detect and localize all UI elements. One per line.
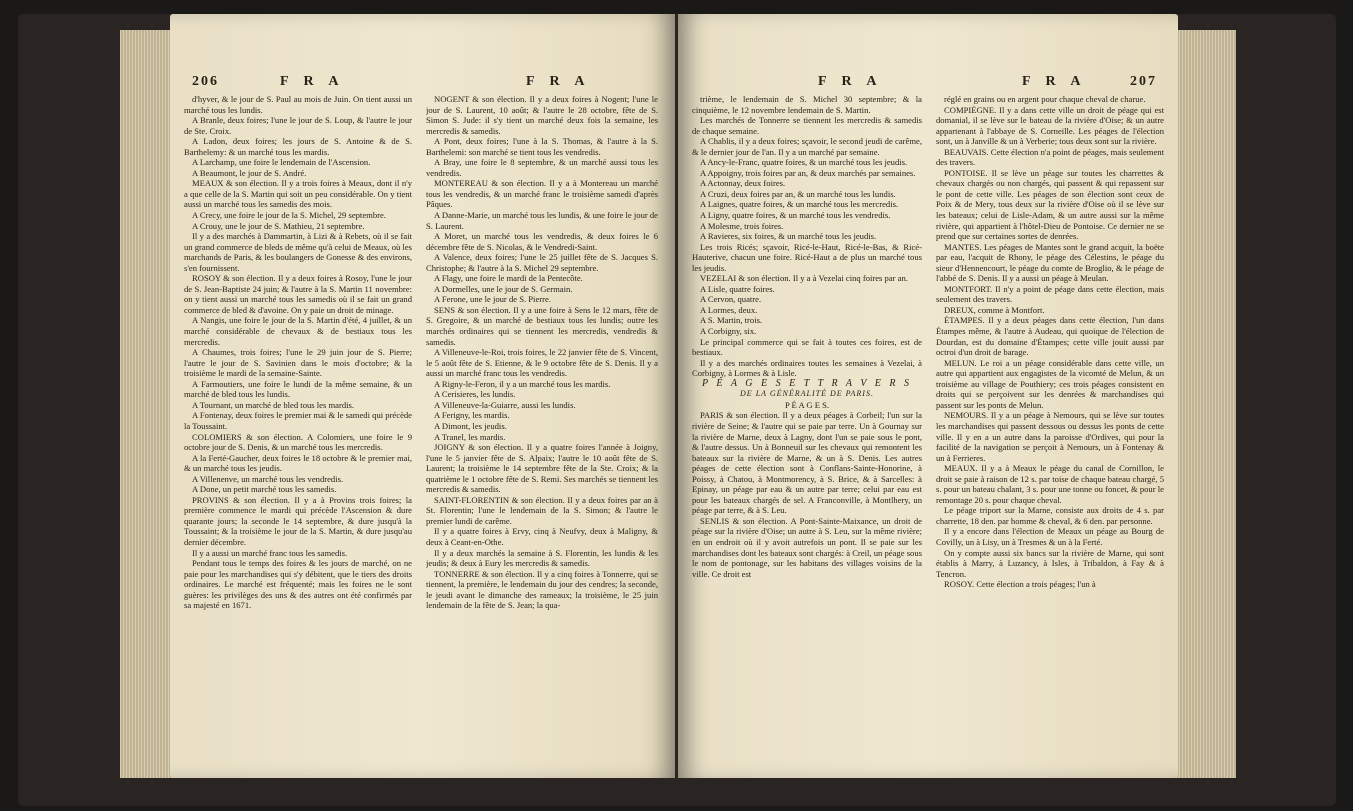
paragraph: réglé en grains ou en argent pour chaque cheval de charue. xyxy=(944,94,1146,104)
paragraph: trième, le lendemain de S. Michel 30 septembre; & la cinquième, le 12 novembre lendemain de S. Martin. xyxy=(692,94,922,115)
right-page-header xyxy=(678,74,1178,94)
paragraph: COMPIÈGNE. Il y a dans cette ville un droit de péage qui est domanial, il se lève sur le bateau de la rivière d'Oise; & un autre appartenant à l'abbaye de S. Corneille. Les péages de l'élection sont, un à Janville & un à Verberie; tous deux sont sur la rivière. xyxy=(936,104,1164,147)
paragraph: Pendant tous le temps des foires & les jours de marché, on ne paie pour les marchandises qui s'y débitent, que le tiers des droits ordinaires. Le marché est fréquenté; mais les foires ne le sont guères: les privilèges des uns & des autres ont été confirmés par sa majesté en 1671. xyxy=(184,558,412,611)
left-page-header xyxy=(170,74,675,94)
paragraph: SENS & son élection. Il y a une foire à Sens le 12 mars, fête de S. Gregoire, & un marché de bestiaux tous les lundis; outre les marchés ordinaires qui se tiennent les mercredis, vendredis & samedis. xyxy=(426,304,658,347)
paragraph: NOGENT & son élection. Il y a deux foires à Nogent; l'une le jour de S. Laurent, 10 août; & l'autre le 28 octobre, fête de S. Simon S. Jude: il s'y tient un marché deux fois la semaine, les mercredis & samedis. xyxy=(426,94,658,136)
paragraph: Il y a quatre foires à Ervy, cinq à Neufvy, deux à Maligny, & deux à Ceant-en-Othe. xyxy=(426,526,658,547)
section-heading: P É A G E S. xyxy=(784,399,830,410)
paragraph: A Moret, un marché tous les vendredis, & deux foires le 6 décembre fête de S. Nicolas, & le Vendredi-Saint. xyxy=(426,231,658,252)
running-head: F R A xyxy=(280,74,345,89)
paragraph: A Pont, deux foires; l'une à la S. Thomas, & l'autre à la S. Barthelemi: son marché se tient tous les vendredis. xyxy=(426,136,658,157)
paragraph: A Villeneuve-la-Guiarre, aussi les lundis. xyxy=(434,399,576,410)
paragraph: PROVINS & son élection. Il y a à Provins trois foires; la première commence le mardi qui précède l'Ascension & dure quarante jours; la seconde le 14 septembre, & dure jusqu'à la Toussaint; & la troisième le jour de la S. Martin, & dure jusqu'au dernier décembre. xyxy=(184,494,412,547)
right-page xyxy=(678,14,1178,778)
paragraph: A Ferone, une le jour de S. Pierre. xyxy=(434,294,551,305)
paragraph: A Larchamp, une foire le lendemain de l'Ascension. xyxy=(192,157,371,168)
paragraph: A Cerisieres, les lundis. xyxy=(434,389,516,400)
paragraph: Il y a deux marchés la semaine à S. Florentin, les lundis & les jeudis; & deux à Eury les mercredis & samedis. xyxy=(426,547,658,569)
paragraph: PONTOISE. Il se lève un péage sur toutes les charrettes & chevaux chargés ou non chargés, qui passent & qui repassent sur le pont de cette ville. Les péages de son élection sont ceux de Poix & de Mery, tous deux sur la rivière d'Oise où il se lève sur les bateaux; celui de Lisle-Adam, & un autre aussi sur la même rivière, qui appartient à l'hôtel-Dieu de Pontoise. Ce dernier ne se prend que sur certaines sortes de denrées. xyxy=(936,167,1164,242)
paragraph: A S. Martin, trois. xyxy=(700,315,763,326)
paragraph: A Beaumont, le jour de S. André. xyxy=(192,167,307,178)
paragraph: A Dormelles, une le jour de S. Germain. xyxy=(434,283,573,294)
paragraph: A la Ferté-Gaucher, deux foires le 18 octobre & le premier mai, & un marché tous les jeudis. xyxy=(184,452,412,474)
right-page-edges xyxy=(1176,30,1236,778)
paragraph: A Chaumes, trois foires; l'une le 29 juin jour de S. Pierre; l'autre le jour de S. Savinien dans le mois d'octobre; & la troisième le mardi de la semaine-Sainte. xyxy=(184,347,412,379)
paragraph: MEAUX & son élection. Il y a trois foires à Meaux, dont il n'y a que celle de la S. Martin qui soit un peu considérable. On y tient aussi un marché tous les samedis des mois. xyxy=(184,178,412,210)
paragraph: A Crecy, une foire le jour de la S. Michel, 29 septembre. xyxy=(192,210,386,221)
right-page-column-2 xyxy=(936,94,1164,750)
paragraph: MONTFORT. Il n'y a point de péage dans cette élection, mais seulement des travers. xyxy=(936,283,1164,305)
right-page-column-1 xyxy=(692,94,922,750)
paragraph: Les marchés de Tonnerre se tiennent les mercredis & samedis de chaque semaine. xyxy=(692,115,922,136)
paragraph: A Corbigny, six. xyxy=(700,326,757,337)
paragraph: A Danne-Marie, un marché tous les lundis, & une foire le jour de S. Laurent. xyxy=(426,210,658,231)
paragraph: SAINT-FLORENTIN & son élection. Il y a deux foires par an à St. Florentin; l'une le lendemain de la S. Simon; & l'autre le premier lundi de carême. xyxy=(426,494,658,526)
page-number: 207 xyxy=(1130,74,1157,89)
paragraph: d'hyver, & le jour de S. Paul au mois de Juin. On tient aussi un marché tous les lundis. xyxy=(184,94,412,115)
paragraph: A Lormes, deux. xyxy=(700,304,758,315)
paragraph: Les trois Ricés; sçavoir, Ricé-le-Haut, Ricé-le-Bas, & Ricé-Hauterive, chacun une foire. Ricé-Haut a de plus un marché tous les jeudis. xyxy=(692,241,922,273)
running-head: F R A xyxy=(818,74,883,89)
paragraph: ROSOY. Cette élection a trois péages; l'un à xyxy=(944,579,1096,590)
paragraph: A Ferigny, les mardis. xyxy=(434,410,510,421)
paragraph: A Lisle, quatre foires. xyxy=(700,283,775,294)
paragraph: A Valence, deux foires; l'une le 25 juillet fête de S. Jacques S. Christophe; & l'autre à la S. Michel 29 septembre. xyxy=(426,252,658,273)
paragraph: A Tranel, les mardis. xyxy=(434,431,506,442)
paragraph: SENLIS & son élection. A Pont-Sainte-Maixance, un droit de péage sur la rivière d'Oise; un autre à S. Leu, sur la même rivière; en un endroit où il y avoit autrefois un pont. Il se paie sur les marchandises dont les bateaux sont chargés: à Creil, un péage sous le nom de pontonage, sur les habitans des villages voisins de la ville. Ce droit est xyxy=(692,515,922,579)
paragraph: MANTES. Les péages de Mantes sont le grand acquit, la boëte par eau, l'acquit de Rhony, le péage des Célestins, le péage du sieur d'Hennencourt, le péage du comte de Broglio, & le péage de l'abbé de S. Denis. Il y a aussi un péage à Meulan. xyxy=(936,241,1164,284)
left-page xyxy=(170,14,675,778)
paragraph: A Crouy, une le jour de S. Mathieu, 21 septembre. xyxy=(192,220,365,231)
paragraph: BEAUVAIS. Cette élection n'a point de péages, mais seulement des travers. xyxy=(936,146,1164,168)
paragraph: ÉTAMPES. Il y a deux péages dans cette élection, l'un dans Étampes même, & l'autre à Audeau, qui quoique de l'élection de Dourdan, est du domaine d'Étampes; cette ville jouit aussi par octroi d'un droit de barage. xyxy=(936,315,1164,358)
paragraph: TONNERRE & son élection. Il y a cinq foires à Tonnerre, qui se tiennent, la première, le lendemain du jour des cendres; la seconde, le jeudi avant le dimanche des rameaux; la troisième, le 25 juin lendemain de la fête de S. Jean; la qua- xyxy=(426,568,658,611)
paragraph: A Tournant, un marché de bled tous les mardis. xyxy=(192,399,355,410)
paragraph: NEMOURS. Il y a un péage à Nemours, qui se lève sur toutes les marchandises qui passent dessous ou dessus les ponts de cette ville. Il y en a un autre dans la paroisse d'Ordives, qui pour la facilité de la navigation se perçoit à Nemours, un à Fontenay & un à Ferrieres. xyxy=(936,410,1164,463)
left-page-column-1 xyxy=(184,94,412,750)
paragraph: JOIGNY & son élection. Il y a quatre foires l'année à Joigny, l'une le 5 janvier fête de S. Alpaix; l'autre le 10 août fête de S. Laurent; la troisième le 14 septembre fête de la Ste. Croix; & la quatrième le 1 octobre fête de S. Remi. Ses marchés se tiennent les mercredis & samedis. xyxy=(426,442,658,495)
paragraph: A Ravieres, six foires, & un marché tous les jeudis. xyxy=(700,231,877,242)
running-head: F R A xyxy=(1022,74,1087,89)
paragraph: MELUN. Le roi a un péage considérable dans cette ville, un autre qui appartient aux engagistes de la vicomté de Melun, & un troisième au village de Pouthiery; ces trois péages consistent en droits qui se perçoivent sur les denrées & marchandises qui passent sur les ponts de Melun. xyxy=(936,357,1164,410)
paragraph: Le péage triport sur la Marne, consiste aux droits de 4 s. par charrette, 18 den. par homme & cheval, & 6 den. par personne. xyxy=(936,505,1164,526)
paragraph: ROSOY & son élection. Il y a deux foires à Rosoy, l'une le jour de S. Jean-Baptiste 24 juin; & l'autre à la S. Martin 11 novembre: on y tient aussi un marché tous les samedis où il se fait un grand commerce de bled & d'avoine. On y paie un droit de minage. xyxy=(184,273,412,315)
paragraph: DREUX, comme à Montfort. xyxy=(944,304,1045,315)
paragraph: Il y a encore dans l'élection de Meaux un péage au Bourg de Covilly, un à Lisy, un à Tresmes & un à la Ferté. xyxy=(936,526,1164,547)
paragraph: A Fontenay, deux foires le premier mai & le samedi qui précède la Toussaint. xyxy=(184,410,412,431)
section-title: P É A G E S E T T R A V E R S xyxy=(702,377,912,389)
paragraph: A Molesme, trois foires. xyxy=(700,220,784,231)
section-subtitle: DE LA GÉNÉRALITÉ DE PARIS. xyxy=(740,389,874,399)
paragraph: MEAUX. Il y a à Meaux le péage du canal de Cornillon, le droit se paie à raison de 12 s. par toise de chaque bateau chargé, 5 s. pour un bateau chalant, 3 s. pour une tonne ou foncet, & pour le remontage 20 s. pour chaque cheval. xyxy=(936,463,1164,505)
left-page-column-2 xyxy=(426,94,658,750)
paragraph: Il y a des marchés à Dammartin, à Lizi & à Rebets, où il se fait un grand commerce de bleds de même qu'à celui de Meaux, où les marchands de Paris, & les boulangers de Gonesse & des environs, s'en fournissent. xyxy=(184,231,412,273)
paragraph: A Appoigny, trois foires par an, & deux marchés par semaines. xyxy=(700,167,916,178)
paragraph: A Ladon, deux foires; les jours de S. Antoine & de S. Barthelemy: & un marché tous les mardis. xyxy=(184,136,412,157)
paragraph: A Villenenve, un marché tous les vendredis. xyxy=(192,473,344,484)
paragraph: PARIS & son élection. Il y a deux péages à Corbeil; l'un sur la rivière de Seine; & l'autre qui se paie par terre. Un à Gournay sur la rivière de Marne, deux à Lagny, dont l'un se paie sous le pont, & l'autre dessus. Un à Bonneuil sur les chevaux qui remontent les bateaux sur la rivière de Marne, & un à S. Denis. Les autres péages de cette élection sont à Conflans-Sainte-Honorine, à Poissy, à Chatou, à Montmorency, à S. Brice, & à Sarcelles: à Epinay, un péage par eau & un autre par terre; celui par eau est pour les bateaux chargés de sel. A Franconville, à Montlhery, un péage par terre, & à S. Leu. xyxy=(692,410,922,516)
paragraph: A Cruzi, deux foires par an, & un marché tous les lundis. xyxy=(700,188,896,199)
paragraph: Il y a des marchés ordinaires toutes les semaines à Vezelai, à Corbigny, à Lormes & à Lisle. xyxy=(692,357,922,379)
paragraph: COLOMIERS & son élection. A Colomiers, une foire le 9 octobre jour de S. Denis, & un marché tous les mercredis. xyxy=(184,431,412,453)
paragraph: Le principal commerce qui se fait à toutes ces foires, est de bestiaux. xyxy=(692,336,922,358)
running-head: F R A xyxy=(526,74,591,89)
paragraph: A Nangis, une foire le jour de la S. Martin d'été, 4 juillet, & un marché considérable de chevaux & de bestiaux tous les mercredis. xyxy=(184,315,412,347)
paragraph: On y compte aussi six bancs sur la rivière de Marne, qui sont établis à Marry, à Luzancy, à Isles, à Tribaldon, à Fay & à Tencron. xyxy=(936,547,1164,579)
paragraph: A Cervon, quatre. xyxy=(700,294,762,305)
paragraph: A Actonnay, deux foires. xyxy=(700,178,786,189)
paragraph: A Done, un petit marché tous les samedis. xyxy=(192,484,337,495)
paragraph: A Ligny, quatre foires, & un marché tous les vendredis. xyxy=(700,210,891,221)
paragraph: A Laignes, quatre foires, & un marché tous les mercredis. xyxy=(700,199,899,210)
left-page-edges xyxy=(120,30,172,778)
paragraph: A Flagy, une foire le mardi de la Pentecôte. xyxy=(434,273,583,284)
paragraph: A Dimont, les jeudis. xyxy=(434,420,507,431)
paragraph: Il y a aussi un marché franc tous les samedis. xyxy=(192,547,348,558)
paragraph: A Chablis, il y a deux foires; sçavoir, le second jeudi de carême, & le dernier jour de l'an. Il y a un marché par semaine. xyxy=(692,136,922,157)
paragraph: A Ancy-le-Franc, quatre foires, & un marché tous les jeudis. xyxy=(700,157,908,168)
paragraph: MONTEREAU & son élection. Il y a à Montereau un marché tous les vendredis, & un marché franc le troisième samedi d'après Pâques. xyxy=(426,178,658,210)
paragraph: A Farmoutiers, une foire le lundi de la même semaine, & un marché de bled tous les lundis. xyxy=(184,378,412,400)
paragraph: A Rigny-le-Feron, il y a un marché tous les mardis. xyxy=(434,378,611,389)
paragraph: A Villeneuve-le-Roi, trois foires, le 22 janvier fête de S. Vincent, le 5 août fête de S. Etienne, & le 9 octobre fête de S. Denis. Il y a aussi un marché franc tous les vendredis. xyxy=(426,347,658,379)
paragraph: A Bray, une foire le 8 septembre, & un marché aussi tous les vendredis. xyxy=(426,157,658,178)
paragraph: A Branle, deux foires; l'une le jour de S. Loup, & l'autre le jour de Ste. Croix. xyxy=(184,115,412,136)
page-number: 206 xyxy=(192,74,219,89)
paragraph: VEZELAI & son élection. Il y a à Vezelai cinq foires par an. xyxy=(700,273,908,284)
